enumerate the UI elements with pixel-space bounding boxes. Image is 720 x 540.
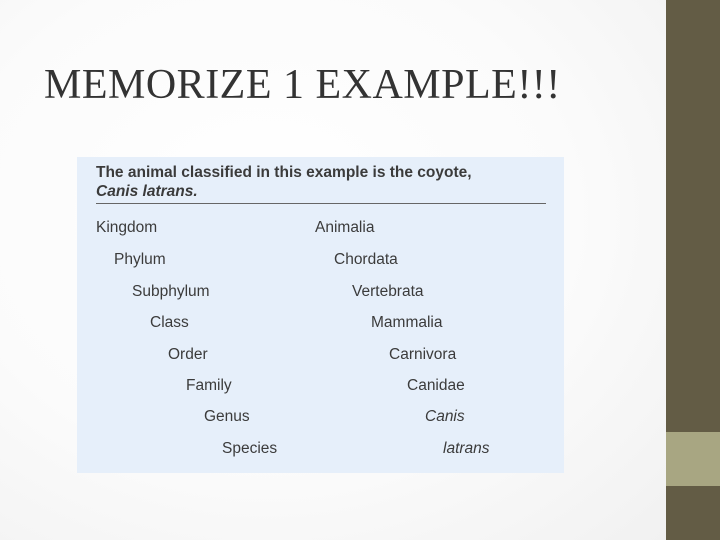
- rank-species: Species: [222, 440, 278, 457]
- taxon-class: Mammalia: [371, 314, 443, 331]
- figure-caption: [96, 163, 472, 201]
- caption-divider: [96, 203, 546, 204]
- rank-class: Class: [150, 314, 189, 331]
- caption-line-1: The animal classified in this example is the coyote,: [96, 164, 472, 181]
- taxon-genus: Canis: [425, 408, 465, 425]
- rank-phylum: Phylum: [114, 251, 166, 268]
- taxon-family: Canidae: [407, 377, 465, 394]
- caption-line-2: Canis latrans.: [96, 183, 198, 200]
- taxon-species: latrans: [443, 440, 490, 457]
- rank-kingdom: Kingdom: [96, 219, 158, 236]
- rank-order: Order: [168, 346, 208, 363]
- taxon-phylum: Chordata: [334, 251, 398, 268]
- rank-family: Family: [186, 377, 232, 394]
- taxon-subphylum: Vertebrata: [352, 283, 424, 300]
- rank-subphylum: Subphylum: [132, 283, 210, 300]
- classification-figure: [77, 157, 564, 473]
- accent-block-light: [666, 432, 720, 486]
- taxon-kingdom: Animalia: [315, 219, 375, 236]
- taxon-order: Carnivora: [389, 346, 457, 363]
- rank-genus: Genus: [204, 408, 250, 425]
- slide-title: MEMORIZE 1 EXAMPLE!!!: [44, 62, 561, 108]
